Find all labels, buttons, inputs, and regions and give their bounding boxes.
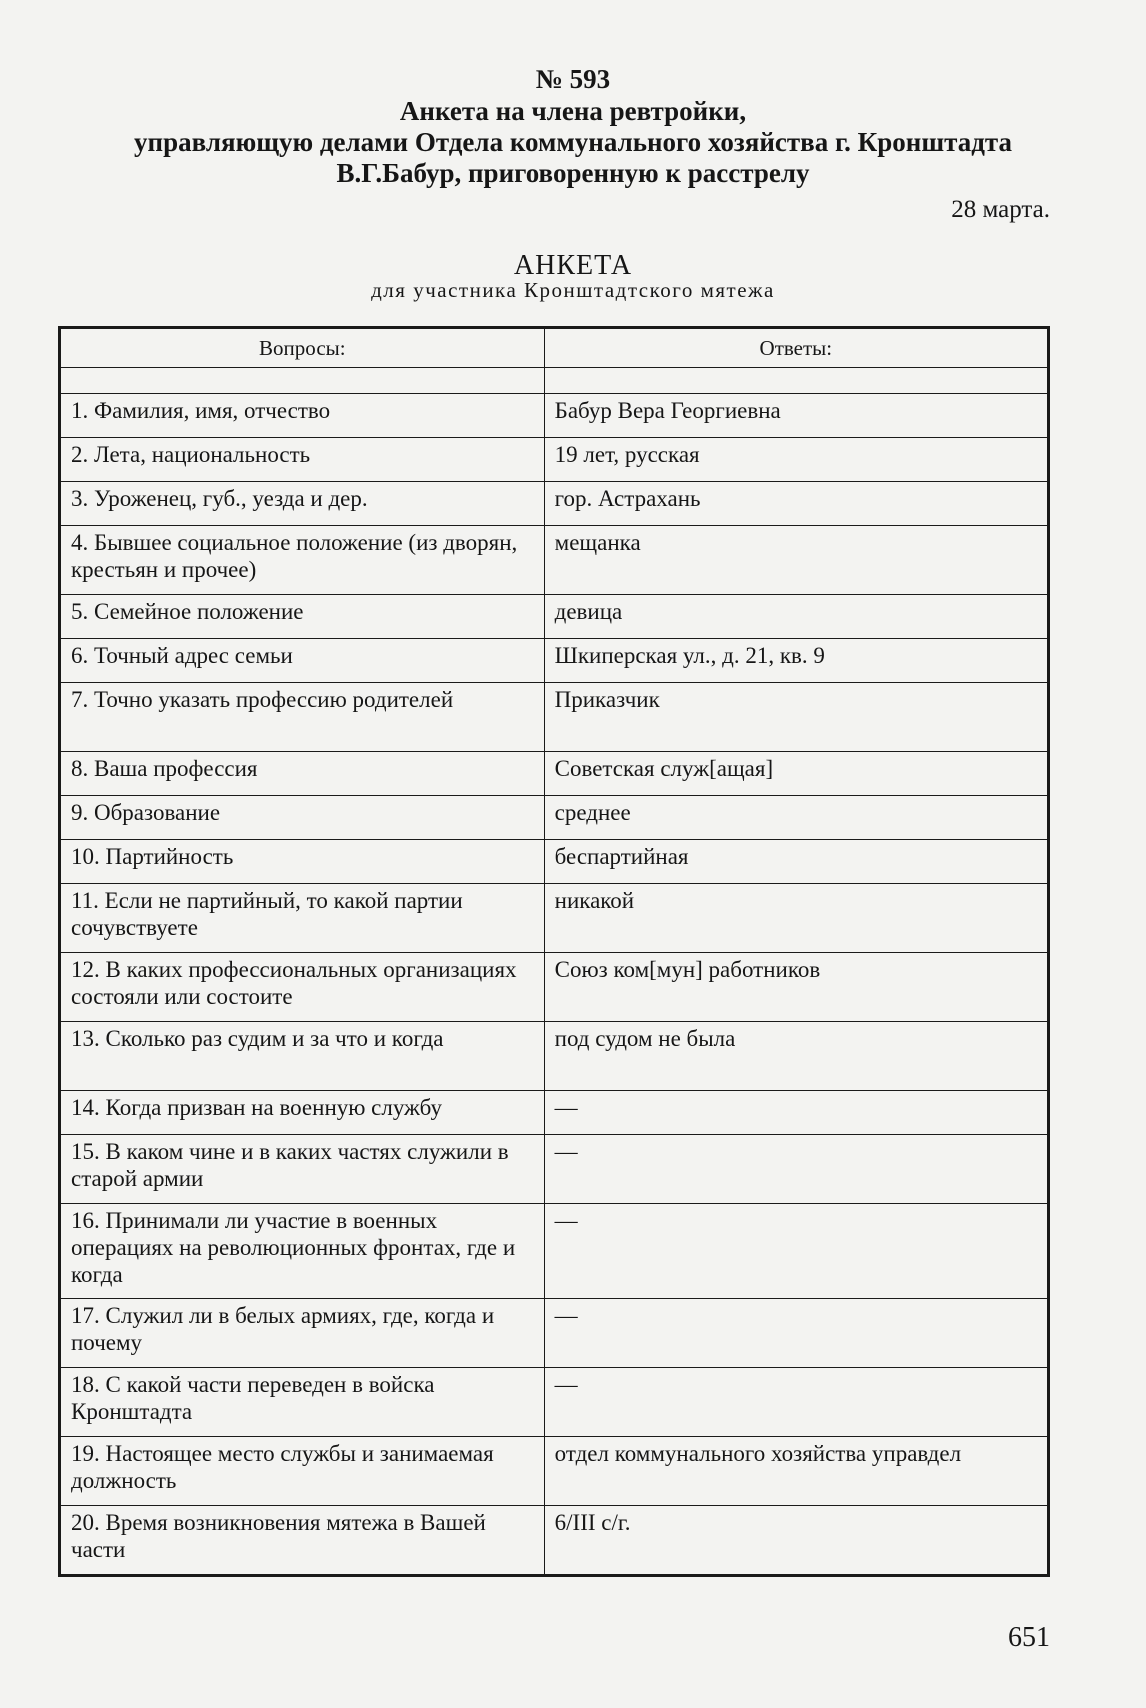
table-row	[60, 1135, 1049, 1204]
answer-cell: никакой	[544, 884, 1048, 953]
answer-cell: 19 лет, русская	[544, 438, 1048, 482]
questions-header: Вопросы:	[60, 328, 545, 368]
answer-cell: Бабур Вера Георгиевна	[544, 394, 1048, 438]
answer-cell: беспартийная	[544, 840, 1048, 884]
document-number: № 593	[535, 64, 611, 94]
question-cell: 18. С какой части переведен в войска Кронштадта	[60, 1368, 545, 1437]
question-cell: 12. В каких профессиональных организациях состояли или состоите	[60, 953, 545, 1022]
document-date: 28 марта.	[951, 196, 1050, 223]
title-line-2: управляющую делами Отдела коммунального хозяйства г. Кронштадта	[134, 127, 1012, 157]
document-title	[80, 96, 1066, 189]
table-row	[60, 752, 1049, 796]
question-cell: 15. В каком чине и в каких частях служили в старой армии	[60, 1135, 545, 1204]
question-cell: 16. Принимали ли участие в военных операциях на революционных фронтах, где и когда	[60, 1204, 545, 1299]
question-cell: 14. Когда призван на военную службу	[60, 1091, 545, 1135]
question-cell: 4. Бывшее социальное положение (из дворян, крестьян и прочее)	[60, 526, 545, 595]
table-row	[60, 884, 1049, 953]
answer-cell: девица	[544, 595, 1048, 639]
answer-cell: Советская служ[ащая]	[544, 752, 1048, 796]
form-subtitle: для участника Кронштадтского мятежа	[371, 278, 775, 302]
table-row	[60, 1368, 1049, 1437]
question-cell: 1. Фамилия, имя, отчество	[60, 394, 545, 438]
table-row	[60, 1299, 1049, 1368]
table-row	[60, 639, 1049, 683]
page-number: 651	[1008, 1622, 1050, 1653]
table-row	[60, 482, 1049, 526]
question-cell: 3. Уроженец, губ., уезда и дер.	[60, 482, 545, 526]
question-cell: 17. Служил ли в белых армиях, где, когда и почему	[60, 1299, 545, 1368]
answer-cell: 6/III с/г.	[544, 1506, 1048, 1576]
answer-cell: отдел коммунального хозяйства управдел	[544, 1437, 1048, 1506]
question-cell: 9. Образование	[60, 796, 545, 840]
table-row	[60, 1022, 1049, 1091]
table-row	[60, 595, 1049, 639]
question-cell: 8. Ваша профессия	[60, 752, 545, 796]
answer-cell: Союз ком[мун] работников	[544, 953, 1048, 1022]
answer-cell: —	[544, 1135, 1048, 1204]
answer-cell: —	[544, 1368, 1048, 1437]
answer-cell: —	[544, 1091, 1048, 1135]
question-cell: 6. Точный адрес семьи	[60, 639, 545, 683]
title-line-3: В.Г.Бабур, приговоренную к расстрелу	[336, 158, 810, 188]
answer-cell: мещанка	[544, 526, 1048, 595]
table-row	[60, 953, 1049, 1022]
table-row	[60, 840, 1049, 884]
question-cell: 19. Настоящее место службы и занимаемая должность	[60, 1437, 545, 1506]
answer-cell: под судом не была	[544, 1022, 1048, 1091]
question-cell: 13. Сколько раз судим и за что и когда	[60, 1022, 545, 1091]
table-row	[60, 1091, 1049, 1135]
answers-header: Ответы:	[544, 328, 1048, 368]
answer-cell: —	[544, 1204, 1048, 1299]
form-title: АНКЕТА	[513, 250, 633, 281]
table-row	[60, 1204, 1049, 1299]
title-line-1: Анкета на члена ревтройки,	[399, 96, 747, 126]
question-cell: 5. Семейное положение	[60, 595, 545, 639]
table-row	[60, 796, 1049, 840]
question-cell: 7. Точно указать профессию родителей	[60, 683, 545, 752]
table-row	[60, 394, 1049, 438]
answer-cell: гор. Астрахань	[544, 482, 1048, 526]
answer-cell: среднее	[544, 796, 1048, 840]
answer-cell: Шкиперская ул., д. 21, кв. 9	[544, 639, 1048, 683]
question-cell: 10. Партийность	[60, 840, 545, 884]
question-cell: 11. Если не партийный, то какой партии сочувствуете	[60, 884, 545, 953]
questionnaire-table	[58, 326, 1050, 1577]
answer-cell: Приказчик	[544, 683, 1048, 752]
question-cell: 2. Лета, национальность	[60, 438, 545, 482]
table-row	[60, 526, 1049, 595]
question-cell: 20. Время возникновения мятежа в Вашей части	[60, 1506, 545, 1576]
table-row	[60, 438, 1049, 482]
table-row	[60, 1437, 1049, 1506]
table-spacer-row	[60, 368, 1049, 394]
answer-cell: —	[544, 1299, 1048, 1368]
table-row	[60, 683, 1049, 752]
table-row	[60, 1506, 1049, 1576]
table-header-row	[60, 328, 1049, 368]
